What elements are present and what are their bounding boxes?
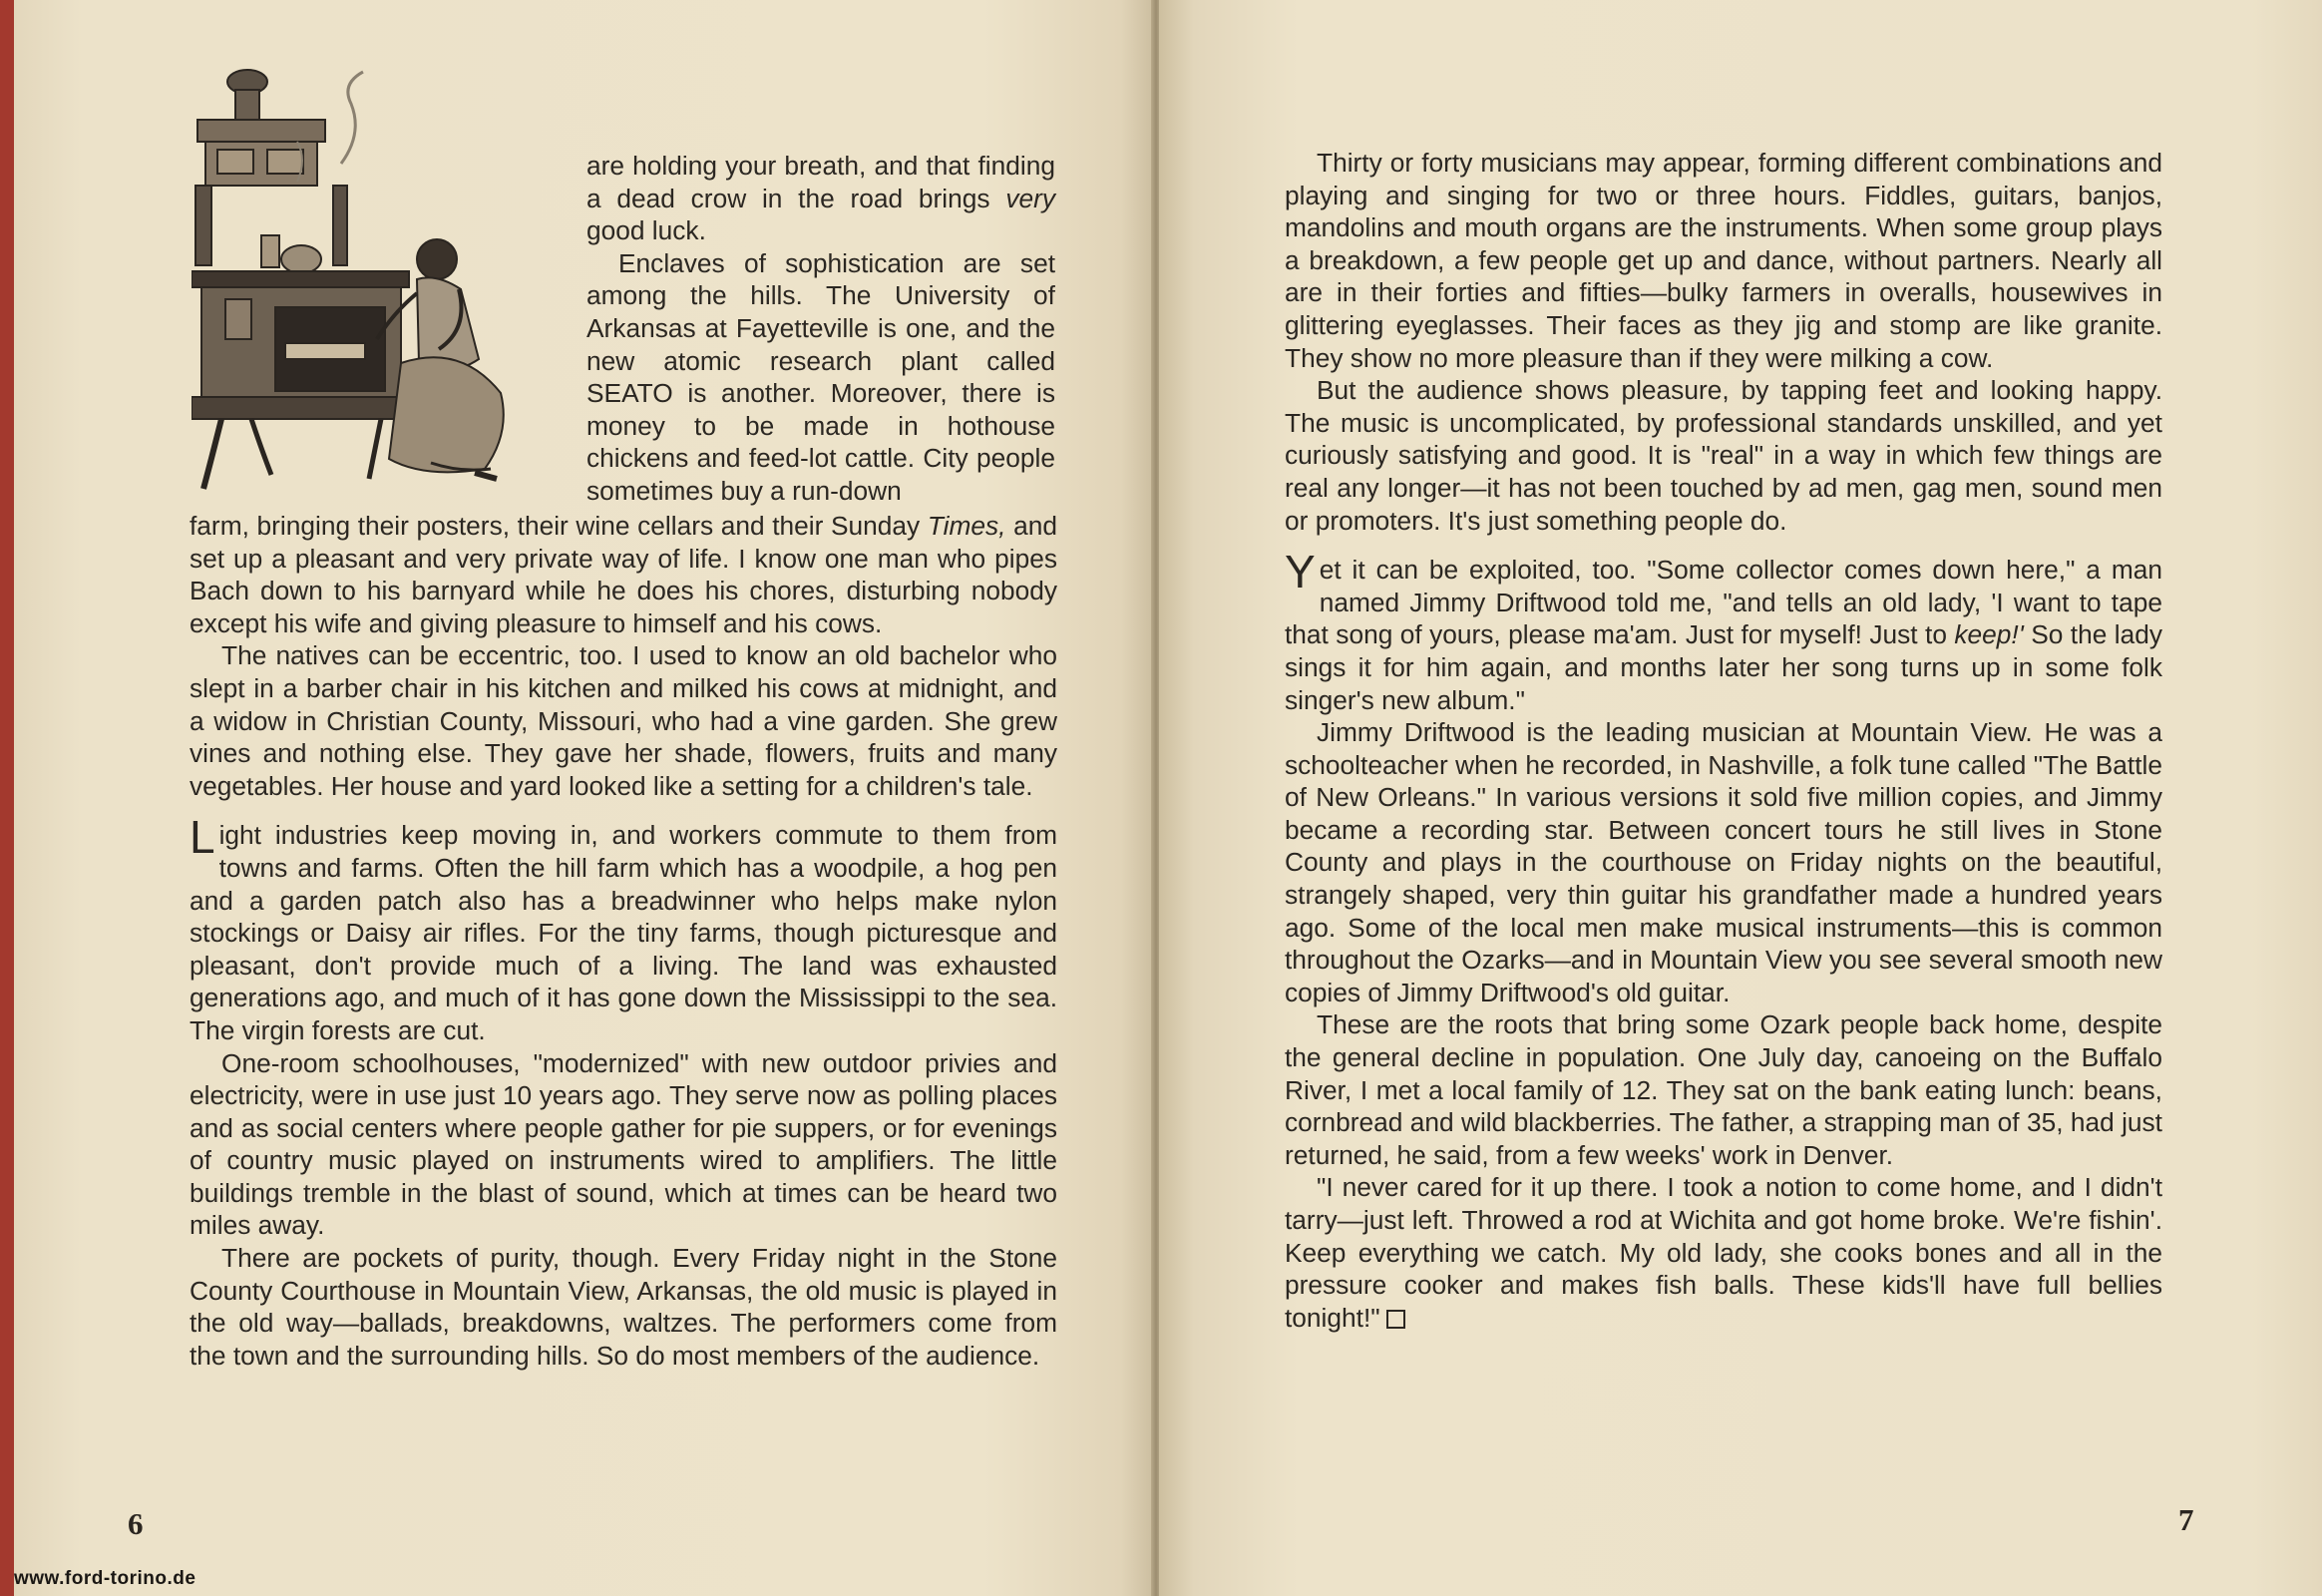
paragraph (586, 150, 1055, 247)
paragraph: Enclaves of sophistication are set among the hills. The University of Arkansas at Fayetteville is one, and the new atomic research plant called SEATO is another. Moreover, there is money to be made in hothouse chickens and feed-lot cattle. City people sometimes buy a run-down (586, 247, 1055, 506)
watermark: www.ford-torino.de (14, 1568, 196, 1589)
paragraph-text: ight industries keep moving in, and workers commute to them from towns and farms. Often the hill farm which has a woodpile, a hog pen and a garden patch also has a breadwinner who helps make nylon stockings or Daisy air rifles. For the tiny farms, though picturesque and pleasant, don't provide much of a living. The land was exhausted generations ago, and much of it has gone down the Mississippi to the sea. The virgin forests are cut. (190, 820, 1057, 1045)
paragraph-text: are holding your breath, and that finding a dead crow in the road brings (586, 151, 1055, 213)
paragraph: But the audience shows pleasure, by tapping feet and looking happy. The music is uncomplicated, by professional standards unskilled, and yet curiously satisfying and good. It is "real" in a way in which few things are real any longer—it has not been touched by ad men, gag men, sound men or promoters. It's just something people do. (1285, 375, 2162, 536)
paragraph (190, 811, 1057, 1046)
right-column (1285, 147, 2162, 1334)
paragraph-text: good luck. (586, 215, 706, 246)
paragraph: One-room schoolhouses, "modernized" with new outdoor privies and electricity, were in use just 10 years ago. They serve now as polling places and as social centers where people gather for pie suppers, or for evenings of country music played on instruments wired to amplifiers. The little buildings tremble in the blast of sound, which at times can be heard two miles away. (190, 1047, 1057, 1241)
paragraph: There are pockets of purity, though. Every Friday night in the Stone County Courthouse in Mountain View, Arkansas, the old music is played in the old way—ballads, breakdowns, waltzes. The performers come from the town and the surrounding hills. So do most members of the audience. (190, 1243, 1057, 1371)
paragraph-text: farm, bringing their posters, their wine cellars and their Sunday (190, 511, 921, 541)
page-number: 7 (2178, 1502, 2194, 1537)
drop-cap: Y (1285, 546, 1316, 598)
right-page (1159, 0, 2322, 1596)
paragraph: Thirty or forty musicians may appear, forming different combinations and playing and singing for two or three hours. Fiddles, guitars, banjos, mandolins and mouth organs are the instruments. When some group plays a breakdown, a few people get up and dance, without partners. Nearly all are in their forties and fifties—bulky farmers in overalls, housewives in glittering eyeglasses. Their faces as they jig and stomp are like granite. They show no more pleasure than if they were milking a cow. (1285, 148, 2162, 373)
paragraph (190, 510, 1057, 639)
drop-cap: L (190, 811, 215, 864)
paragraph-text: So the lady sings it for him again, and months later her song turns up in some folk singer's new album." (1285, 619, 2163, 715)
left-column (190, 510, 1057, 1372)
paragraph (1285, 1171, 2162, 1334)
emphasis-text: keep!' (1954, 619, 2024, 650)
woman-at-wood-stove-illustration (192, 64, 521, 503)
paragraph: These are the roots that bring some Ozark people back home, despite the general decline in population. One July day, canoeing on the Buffalo River, I met a local family of 12. They sat on the bank eating lunch: beans, cornbread and wild blackberries. The father, a strapping man of 35, had just returned, he said, from a few weeks' work in Denver. (1285, 1009, 2162, 1170)
paragraph-text: and set up a pleasant and very private way of life. I know one man who pipes Bach down to his barnyard while he does his chores, disturbing nobody except his wife and giving pleasure to himself and his cows. (190, 511, 1057, 638)
text-beside-illustration (586, 150, 1055, 508)
page-number: 6 (128, 1506, 144, 1541)
left-page (0, 0, 1155, 1596)
paragraph-text: "I never cared for it up there. I took a notion to come home, and I didn't tarry—just left. Throwed a rod at Wichita and got home broke. We're fishin'. Keep everything we catch. My old lady, she cooks bones and all in the pressure cooker and makes fish balls. These kids'll have full bellies tonight!" (1285, 1172, 2162, 1333)
emphasis-text: very (1005, 183, 1056, 213)
paragraph (1285, 546, 2163, 716)
paragraph-text: et it can be exploited, too. "Some collector comes down here," a man named Jimmy Driftwood told me, "and tells an old lady, 'I want to tape that song of yours, please ma'am. Just for myself! Just to (1285, 555, 2162, 650)
paragraph: The natives can be eccentric, too. I used to know an old bachelor who slept in a barber chair in his kitchen and milked his cows at midnight, and a widow in Christian County, Missouri, who had a vine garden. She grew vines and nothing else. They gave her shade, flowers, fruits and many vegetables. Her house and yard looked like a setting for a children's tale. (190, 640, 1057, 801)
emphasis-text: Times, (927, 511, 1006, 541)
paragraph: Jimmy Driftwood is the leading musician at Mountain View. He was a schoolteacher when he recorded, in Nashville, a folk tune called "The Battle of New Orleans." In various versions it sold five million copies, and Jimmy became a recording star. Between concert tours he still lives in Stone County and plays in the courthouse on Friday nights on the beautiful, strangely shaped, very thin guitar his grandfather made a hundred years ago. Some of the local men make musical instruments—this is common throughout the Ozarks—and in Mountain View you see several smooth new copies of Jimmy Driftwood's old guitar. (1285, 717, 2162, 1007)
end-square-icon (1386, 1310, 1405, 1329)
